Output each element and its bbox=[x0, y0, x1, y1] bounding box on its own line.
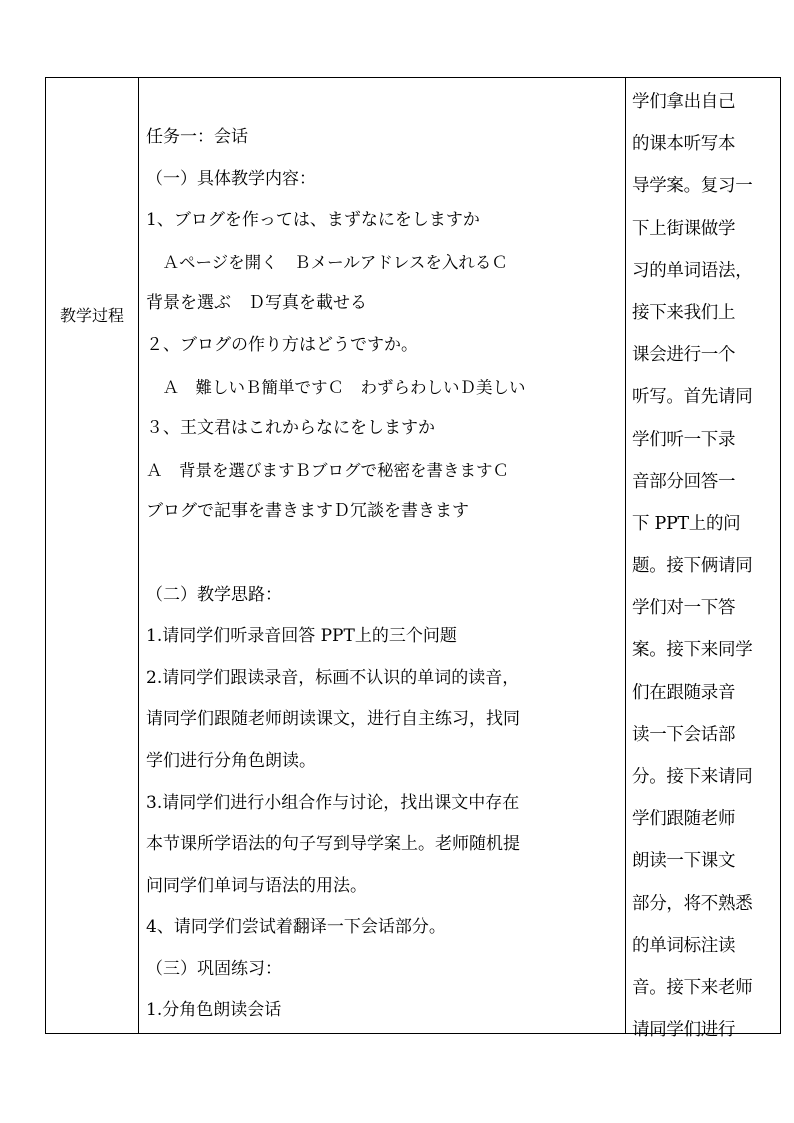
notes-line: 课会进行一个 bbox=[632, 345, 736, 366]
notes-line: 导学案。复习一 bbox=[632, 176, 753, 197]
notes-line: 学们拿出自己 bbox=[632, 92, 736, 112]
notes-line: 的课本听写本 bbox=[632, 134, 736, 155]
notes-line: 听写。首先请同 bbox=[632, 387, 753, 408]
notes-line: 读一下会话部 bbox=[632, 724, 736, 745]
content-line: ３、王文君はこれからなにをしますか bbox=[146, 418, 435, 439]
content-line: 学们进行分角色朗读。 bbox=[146, 750, 316, 771]
content-line: （三）巩固练习： bbox=[146, 958, 282, 979]
content-line: 2.请同学们跟读录音，标画不认识的单词的读音， bbox=[146, 667, 520, 688]
blank-line bbox=[146, 533, 624, 575]
content-line: ２、ブログの作り方はどうですか。 bbox=[146, 334, 418, 355]
content-line: Ａ 背景を選びますＢブログで秘密を書きますＣ bbox=[146, 460, 509, 480]
lesson-plan-table bbox=[45, 77, 781, 1041]
notes-line: 学们对一下答 bbox=[632, 598, 736, 619]
notes-line: 学们跟随老师 bbox=[632, 809, 736, 830]
content-line: Ａ 難しいＢ簡単ですＣ わずらわしいＤ美しい bbox=[146, 377, 526, 397]
content-line: 1、ブログを作っては、まずなにをしますか bbox=[146, 210, 480, 231]
notes-line: 学们听一下录 bbox=[632, 429, 736, 450]
content-line: 任务一：会话 bbox=[146, 127, 248, 147]
content-line: Ａページを開く Ｂメールアドレスを入れるＣ bbox=[146, 252, 508, 272]
notes-line: 接下来我们上 bbox=[632, 302, 736, 323]
column-divider-left bbox=[138, 78, 139, 1033]
content-line: ブログで記事を書きますＤ冗談を書きます bbox=[146, 501, 469, 522]
content-line: 问同学们单词与语法的用法。 bbox=[146, 875, 367, 896]
notes-line: 朗读一下课文 bbox=[632, 851, 736, 872]
notes-line: 们在跟随录音 bbox=[632, 682, 736, 703]
content-line: （一）具体教学内容： bbox=[146, 168, 316, 189]
notes-line: 下上街课做学 bbox=[632, 218, 736, 239]
row-label: 教学过程 bbox=[59, 306, 124, 325]
content-line: 本节课所学语法的句子写到导学案上。老师随机提 bbox=[146, 834, 520, 855]
column-divider-right bbox=[625, 78, 626, 1033]
notes-line: 音。接下来老师 bbox=[632, 977, 753, 998]
content-line: 背景を選ぶ Ｄ写真を載せる bbox=[146, 293, 367, 314]
content-line: 请同学们跟随老师朗读课文，进行自主练习，找同 bbox=[146, 709, 520, 730]
content-line: （二）教学思路： bbox=[146, 584, 282, 605]
notes-line: 音部分回答一 bbox=[632, 471, 736, 492]
teacher-notes bbox=[632, 81, 778, 1051]
content-line: 4、请同学们尝试着翻译一下会话部分。 bbox=[146, 917, 446, 938]
notes-line: 分。接下来请同 bbox=[632, 767, 753, 787]
notes-line: 的单词标注读 bbox=[632, 935, 736, 956]
notes-line: 习的单词语法， bbox=[632, 260, 753, 281]
notes-line: 部分，将不熟悉 bbox=[632, 893, 753, 914]
content-line: 1.分角色朗读会话 bbox=[146, 1000, 282, 1021]
teaching-content bbox=[146, 117, 624, 1032]
notes-line: 案。接下来同学 bbox=[632, 640, 753, 661]
notes-line: 请同学们进行 bbox=[632, 1020, 736, 1041]
notes-line: 题。接下俩请同 bbox=[632, 556, 753, 577]
notes-line: 下 PPT上的问 bbox=[632, 513, 741, 534]
content-line: 1.请同学们听录音回答 PPT上的三个问题 bbox=[146, 626, 457, 647]
content-line: 3.请同学们进行小组合作与讨论，找出课文中存在 bbox=[146, 792, 520, 813]
